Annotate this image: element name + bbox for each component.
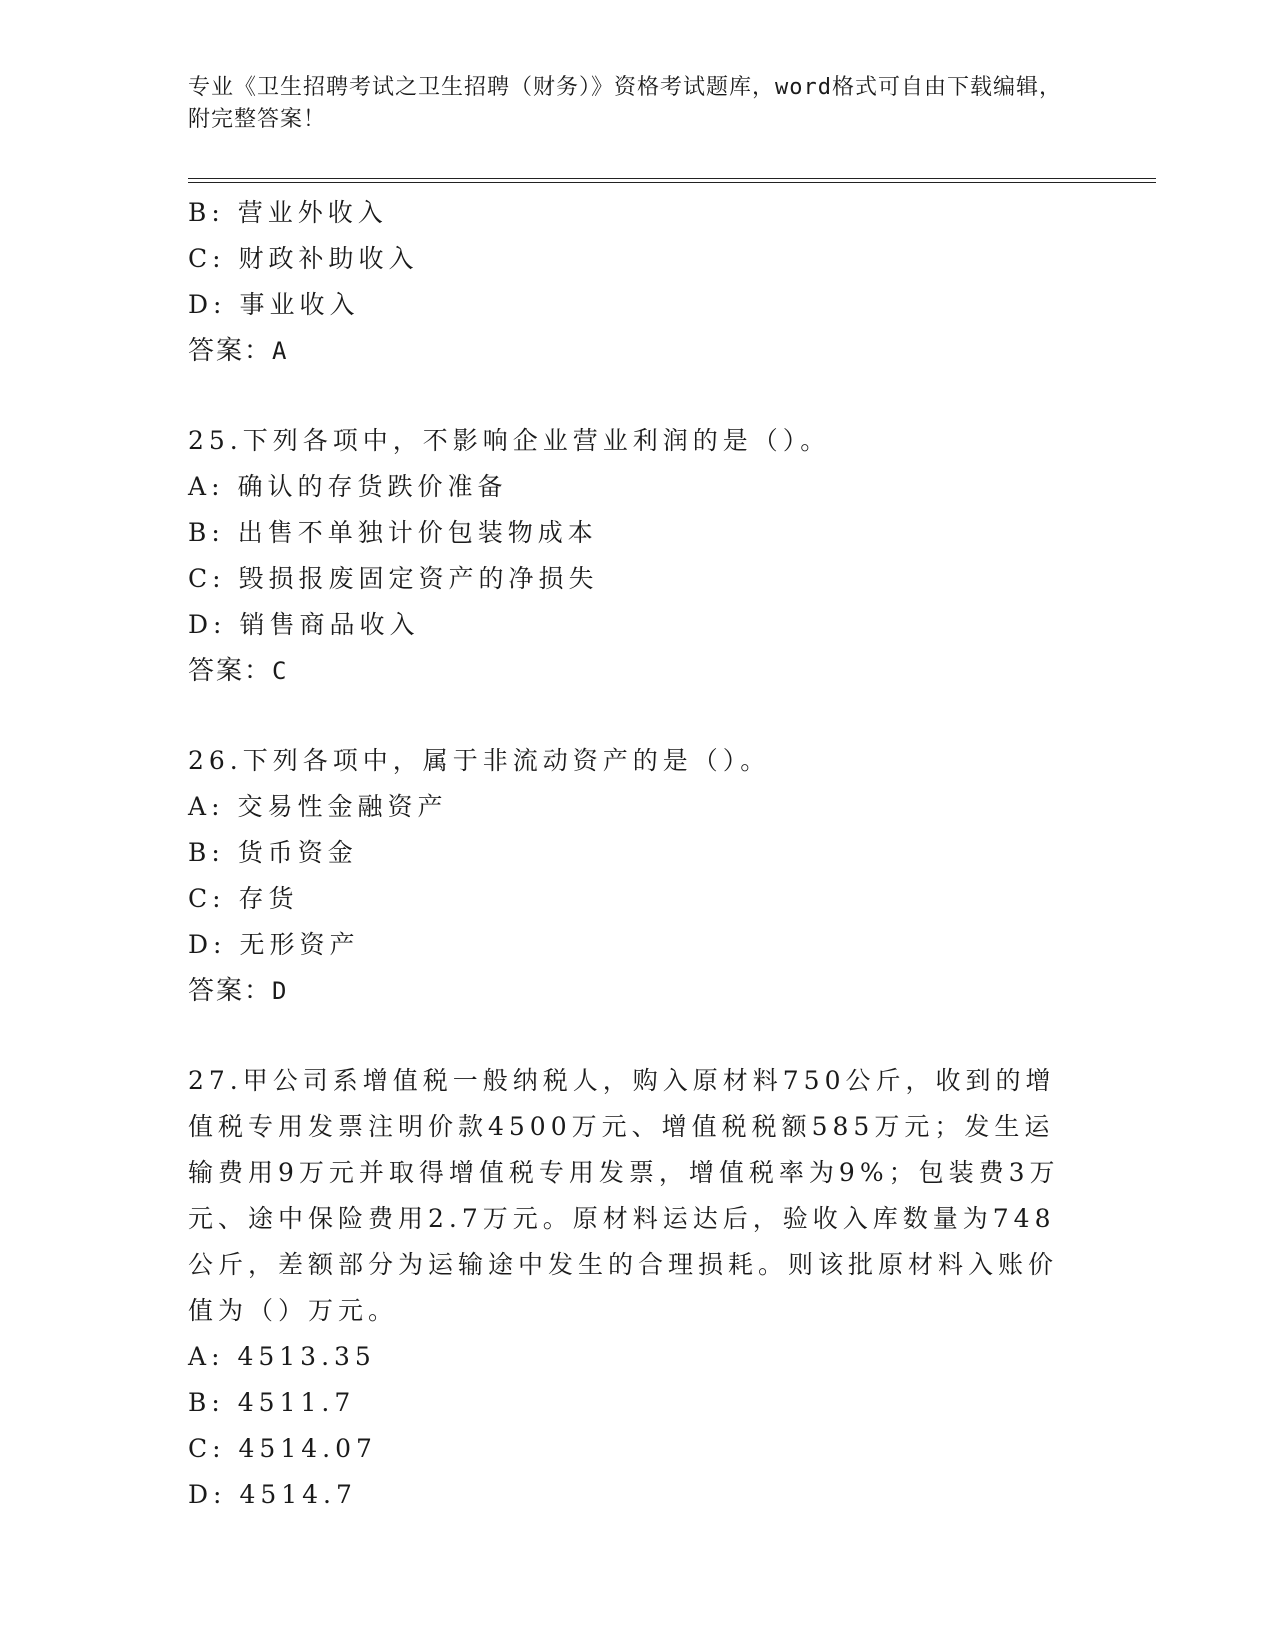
option-b: B: 出售不单独计价包装物成本 <box>188 518 598 547</box>
question-24-tail <box>188 190 1088 374</box>
option-b: B: 4511.7 <box>188 1388 356 1417</box>
option-c: C: 财政补助收入 <box>188 244 419 273</box>
spacer <box>188 374 1088 418</box>
option-c: C: 毁损报废固定资产的净损失 <box>188 564 599 593</box>
option-a: A: 交易性金融资产 <box>188 792 448 821</box>
option-b: B: 货币资金 <box>188 838 358 867</box>
option-c: C: 4514.07 <box>188 1434 377 1463</box>
answer-line: 答案：D <box>188 976 289 1006</box>
page-header: 专业《卫生招聘考试之卫生招聘（财务）》资格考试题库，word格式可自由下载编辑，附完整答案！ <box>188 75 1062 132</box>
option-c: C: 存货 <box>188 884 299 913</box>
option-d: D: 事业收入 <box>188 290 360 319</box>
answer-line: 答案：A <box>188 336 289 366</box>
option-d: D: 销售商品收入 <box>188 610 420 639</box>
answer-line: 答案：C <box>188 656 289 686</box>
option-b: B: 营业外收入 <box>188 198 388 227</box>
option-a: A: 4513.35 <box>188 1342 376 1371</box>
question-stem: 26.下列各项中，属于非流动资产的是（）。 <box>188 746 771 775</box>
question-stem: 27.甲公司系增值税一般纳税人，购入原材料750公斤，收到的增值税专用发票注明价款4500万元、增值税税额585万元；发生运输费用9万元并取得增值税专用发票，增值税率为9%；包装费3万元、途中保险费用2.7万元。原材料运达后，验收入库数量为748公斤，差额部分为运输途中发生的合理损耗。则该批原材料入账价值为（）万元。 <box>188 1066 1060 1325</box>
option-a: A: 确认的存货跌价准备 <box>188 472 508 501</box>
header-divider <box>188 178 1156 183</box>
question-list <box>188 190 1088 1518</box>
option-d: D: 无形资产 <box>188 930 360 959</box>
option-d: D: 4514.7 <box>188 1480 357 1509</box>
spacer <box>188 1014 1088 1058</box>
question-stem: 25.下列各项中，不影响企业营业利润的是（）。 <box>188 426 831 455</box>
question-26 <box>188 738 1088 1014</box>
question-27 <box>188 1058 1088 1518</box>
question-25 <box>188 418 1088 694</box>
spacer <box>188 694 1088 738</box>
